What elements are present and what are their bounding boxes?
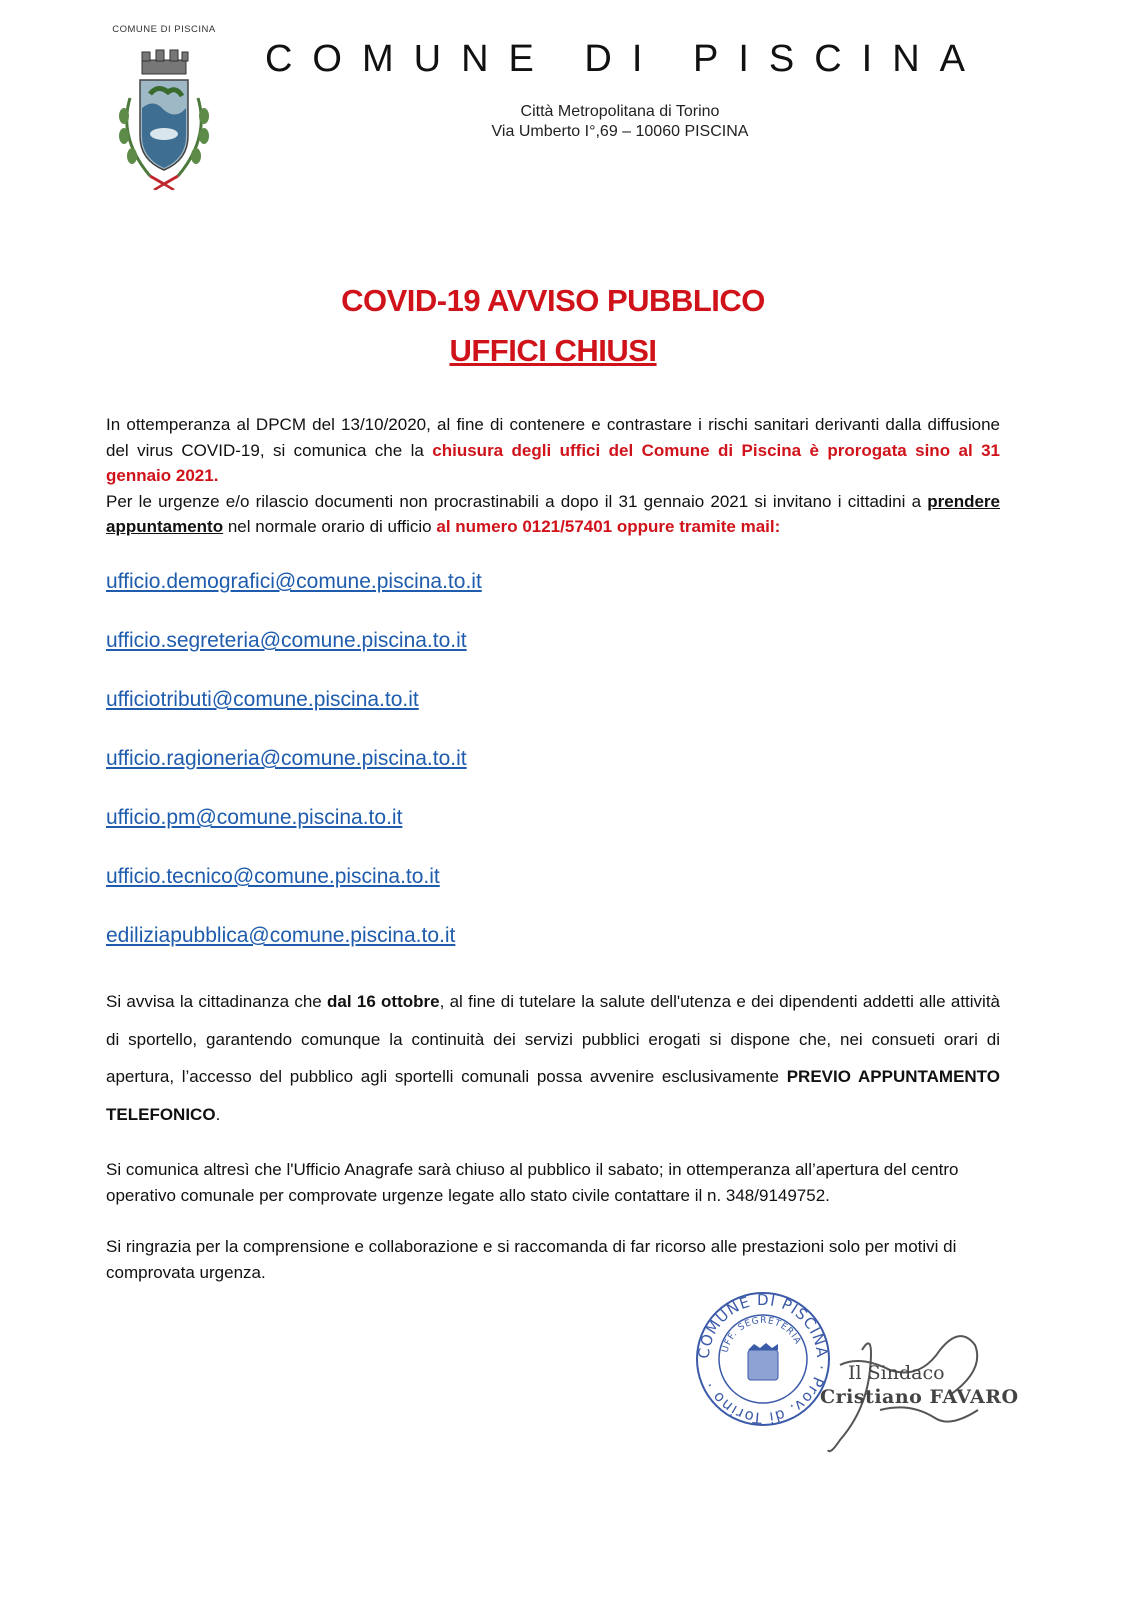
email-link-tecnico[interactable]: ufficio.tecnico@comune.piscina.to.it — [106, 865, 440, 888]
appointment-paragraph — [106, 983, 1000, 1133]
email-link-tributi[interactable]: ufficiotributi@comune.piscina.to.it — [106, 688, 419, 711]
email-link-ragioneria[interactable]: ufficio.ragioneria@comune.piscina.to.it — [106, 747, 467, 770]
intro-text-2: Per le urgenze e/o rilascio documenti non procrastinabili a dopo il 31 gennaio 2021 si invitano i cittadini a — [106, 491, 928, 511]
email-link-segreteria[interactable]: ufficio.segreteria@comune.piscina.to.it — [106, 629, 467, 652]
mayor-role: Il Sindaco — [848, 1362, 945, 1384]
intro-text-1: In ottemperanza al DPCM del 13/10/2020, al fine di contenere e contrastare i rischi sanitari derivanti dalla diffusione del virus COVID-19, si comunica che la — [106, 415, 1000, 460]
registry-office-paragraph: Si comunica altresì che l'Ufficio Anagrafe sarà chiuso al pubblico il sabato; in ottemperanza all’apertura del centro operativo comunale per comprovate urgenze legate allo stato civile contattare il n. 348/9149752. — [106, 1160, 959, 1205]
mayor-name: Cristiano FAVARO — [820, 1386, 1019, 1408]
thanks-paragraph: Si ringrazia per la comprensione e collaborazione e si raccomanda di far ricorso alle prestazioni solo per motivi di comprovata urgenza. — [106, 1237, 957, 1282]
notice-title: COVID-19 AVVISO PUBBLICO — [341, 283, 765, 318]
p2-text-3: . — [215, 1104, 221, 1124]
municipal-crest — [106, 24, 222, 190]
email-link-ediliziapubblica[interactable]: ediliziapubblica@comune.piscina.to.it — [106, 924, 456, 947]
p2-text-2: , al fine di tutelare la salute dell'utenza e dei dipendenti addetti alle attività di sportello, garantendo comunque la continuità dei servizi pubblici erogati si dispone che, nei consueti orari di apertura, l’accesso del pubblico agli sportelli comunali possa avvenire esclusivamente — [106, 992, 1000, 1086]
phone-highlight: al numero 0121/57401 oppure tramite mail: — [436, 517, 781, 536]
metropolitan-city-line: Città Metropolitana di Torino — [520, 103, 720, 120]
closure-highlight: chiusura degli uffici del Comune di Piscina è prorogata sino al 31 gennaio 2021. — [106, 440, 1000, 485]
svg-text:COMUNE DI PISCINA · Prov. di T: COMUNE DI PISCINA · Prov. di Torino · — [694, 1290, 832, 1428]
svg-text:UFF. SEGRETERIA: UFF. SEGRETERIA — [720, 1315, 803, 1354]
appointment-emphasis: prendere appuntamento — [106, 491, 1000, 536]
address-line: Via Umberto I°,69 – 10060 PISCINA — [491, 123, 749, 140]
email-link-pm[interactable]: ufficio.pm@comune.piscina.to.it — [106, 806, 403, 829]
p2-text-1: Si avvisa la cittadinanza che — [106, 992, 328, 1011]
municipality-title: COMUNE DI PISCINA — [264, 38, 986, 80]
crest-emblem-icon — [106, 38, 222, 190]
email-link-demografici[interactable]: ufficio.demografici@comune.piscina.to.it — [106, 570, 482, 593]
crest-label: COMUNE DI PISCINA — [112, 24, 216, 35]
notice-subtitle: UFFICI CHIUSI — [449, 333, 657, 368]
p2-appointment-emphasis: PREVIO APPUNTAMENTO TELEFONICO — [106, 1067, 1000, 1124]
intro-text-3: nel normale orario di ufficio — [223, 517, 437, 536]
p2-date-emphasis: dal 16 ottobre — [327, 992, 440, 1011]
handwritten-signature-icon — [800, 1310, 1000, 1460]
intro-paragraph — [106, 412, 1000, 540]
